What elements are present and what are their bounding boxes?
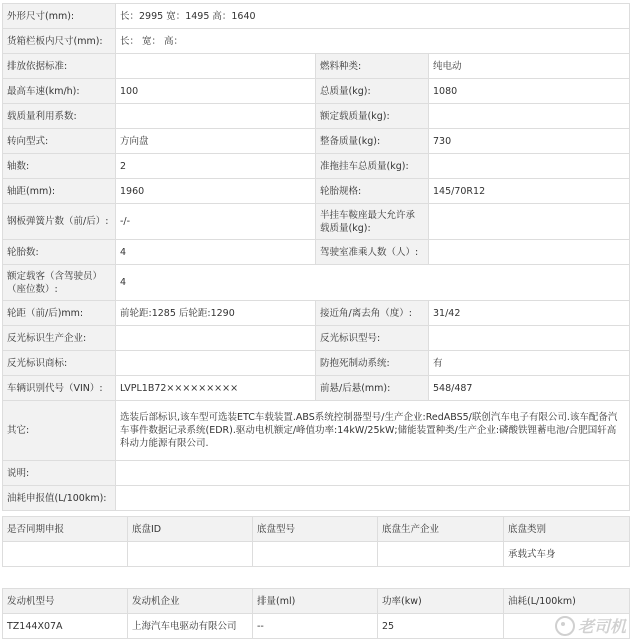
spec-value: LVPL1B72×××××××××: [116, 376, 316, 401]
spec-label: 轴距(mm):: [3, 179, 116, 204]
spec-value: 1960: [116, 179, 316, 204]
watermark: [555, 614, 626, 637]
steering-wheel-icon: [555, 616, 575, 636]
engine-table: [2, 588, 630, 639]
spec-value: 31/42: [429, 301, 630, 326]
spec-label: 车辆识别代号（VIN）:: [3, 376, 116, 401]
chassis-cell: [3, 542, 128, 567]
engine-cell: --: [253, 614, 378, 639]
spec-value: 100: [116, 79, 316, 104]
chassis-cell: [253, 542, 378, 567]
spec-row: [3, 79, 630, 104]
chassis-cell: 承载式车身: [504, 542, 630, 567]
chassis-cell: [128, 542, 253, 567]
spec-value: [429, 326, 630, 351]
engine-header-cell: 油耗(L/100km): [504, 589, 630, 614]
spec-label: 其它:: [3, 401, 116, 461]
spec-row: [3, 4, 630, 29]
spec-value: 长：2995 宽：1495 高：1640: [116, 4, 630, 29]
spec-value: [116, 486, 630, 511]
spec-row: [3, 154, 630, 179]
spec-value: [429, 240, 630, 265]
spec-label: 转向型式:: [3, 129, 116, 154]
spec-label: 说明:: [3, 461, 116, 486]
spec-value: 1080: [429, 79, 630, 104]
spec-label: 额定载质量(kg):: [316, 104, 429, 129]
spec-value: [116, 351, 316, 376]
spec-label: 排放依据标准:: [3, 54, 116, 79]
spec-value: 145/70R12: [429, 179, 630, 204]
spec-row: [3, 301, 630, 326]
spec-row: [3, 29, 630, 54]
spec-value: 730: [429, 129, 630, 154]
chassis-header-cell: 底盘ID: [128, 517, 253, 542]
engine-cell: 上海汽车电驱动有限公司: [128, 614, 253, 639]
spec-value: [429, 104, 630, 129]
engine-data-row: [3, 614, 630, 639]
engine-cell: TZ144X07A: [3, 614, 128, 639]
spec-value: [429, 154, 630, 179]
spec-value: 方向盘: [116, 129, 316, 154]
spec-label: 前悬/后悬(mm):: [316, 376, 429, 401]
spec-value: [429, 204, 630, 240]
chassis-header-row: [3, 517, 630, 542]
spec-label: 总质量(kg):: [316, 79, 429, 104]
spec-label: 反光标识生产企业:: [3, 326, 116, 351]
spec-label: 轮胎数:: [3, 240, 116, 265]
spec-row: [3, 461, 630, 486]
spec-row: [3, 265, 630, 301]
spec-row: [3, 129, 630, 154]
chassis-header-cell: 底盘类别: [504, 517, 630, 542]
spec-value: [116, 326, 316, 351]
spec-label: 轴数:: [3, 154, 116, 179]
chassis-cell: [378, 542, 504, 567]
engine-header-cell: 功率(kw): [378, 589, 504, 614]
spec-row: [3, 351, 630, 376]
chassis-header-cell: 底盘型号: [253, 517, 378, 542]
spec-row: [3, 486, 630, 511]
spec-row: [3, 104, 630, 129]
spec-label: 载质量利用系数:: [3, 104, 116, 129]
spec-value: 前轮距:1285 后轮距:1290: [116, 301, 316, 326]
spec-value: 2: [116, 154, 316, 179]
spec-value: [116, 461, 630, 486]
spec-label: 最高车速(km/h):: [3, 79, 116, 104]
spec-label: 轮胎规格:: [316, 179, 429, 204]
spec-label: 燃料种类:: [316, 54, 429, 79]
spec-value: 选装后部标识,该车型可选装ETC车载装置.ABS系统控制器型号/生产企业:RedABS5/联创汽车电子有限公司.该车配备汽车事件数据记录系统(EDR).驱动电机额定/峰值功率:14kW/25kW;储能装置种类/生产企业:磷酸铁锂蓄电池/合肥国轩高科动力能源有限公司.: [116, 401, 630, 461]
engine-header-row: [3, 589, 630, 614]
spec-label: 整备质量(kg):: [316, 129, 429, 154]
spec-value: [116, 104, 316, 129]
chassis-header-cell: 底盘生产企业: [378, 517, 504, 542]
spec-value: 长： 宽： 高：: [116, 29, 630, 54]
spec-value: -/-: [116, 204, 316, 240]
spec-label: 准拖挂车总质量(kg):: [316, 154, 429, 179]
spec-row: [3, 179, 630, 204]
spec-value: 4: [116, 265, 630, 301]
chassis-table: [2, 516, 630, 567]
spec-row: [3, 54, 630, 79]
chassis-header-cell: 是否同期申报: [3, 517, 128, 542]
spec-label: 轮距（前/后)mm:: [3, 301, 116, 326]
spec-label: 半挂车鞍座最大允许承载质量(kg):: [316, 204, 429, 240]
spec-label: 外形尺寸(mm):: [3, 4, 116, 29]
spec-label: 反光标识型号:: [316, 326, 429, 351]
spec-label: 钢板弹簧片数（前/后）:: [3, 204, 116, 240]
engine-header-cell: 排量(ml): [253, 589, 378, 614]
spec-value: 纯电动: [429, 54, 630, 79]
vehicle-spec-table: [2, 3, 630, 511]
spec-label: 反光标识商标:: [3, 351, 116, 376]
engine-header-cell: 发动机企业: [128, 589, 253, 614]
engine-header-cell: 发动机型号: [3, 589, 128, 614]
spec-row: [3, 240, 630, 265]
engine-cell: 25: [378, 614, 504, 639]
spec-row: [3, 326, 630, 351]
spec-label: 油耗申报值(L/100km):: [3, 486, 116, 511]
watermark-text: 老司机: [577, 617, 626, 636]
spec-value: [116, 54, 316, 79]
spec-value: 548/487: [429, 376, 630, 401]
spec-label: 货箱栏板内尺寸(mm):: [3, 29, 116, 54]
spec-label: 接近角/离去角（度）:: [316, 301, 429, 326]
spec-row: [3, 204, 630, 240]
spec-value: 4: [116, 240, 316, 265]
spec-label: 驾驶室准乘人数（人）:: [316, 240, 429, 265]
spec-label: 额定载客（含驾驶员）（座位数）:: [3, 265, 116, 301]
spec-row: [3, 376, 630, 401]
spec-label: 防抱死制动系统:: [316, 351, 429, 376]
chassis-data-row: [3, 542, 630, 567]
spec-value: 有: [429, 351, 630, 376]
spec-row: [3, 401, 630, 461]
